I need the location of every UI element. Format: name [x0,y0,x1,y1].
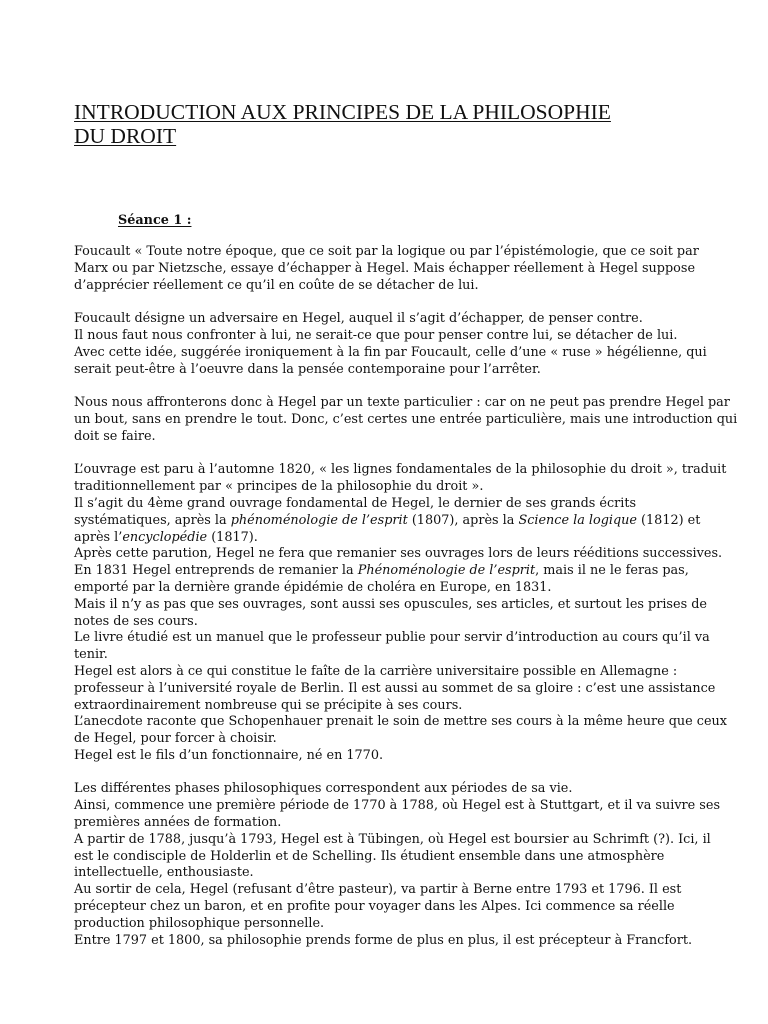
title-line-2: DU DROIT [74,124,177,148]
text-line: premières années de formation. [74,815,282,831]
text-line: Foucault « Toute notre époque, que ce soit par la logique ou par l’épistémologie, que ce soit par [74,243,699,259]
text-line: tenir. [74,647,108,663]
paragraph [74,395,738,445]
text-line: Il nous faut nous confronter à lui, ne serait-ce que pour penser contre lui, se détacher de lui. [74,327,678,343]
text-line: systématiques, après la phénoménologie de l’esprit (1807), après la Science la logique (1812) et [74,512,701,528]
text-line: serait peut-être à l’oeuvre dans la pensée contemporaine pour l’arrêter. [74,361,541,377]
document-title [74,100,700,148]
text-line: un bout, sans en prendre le tout. Donc, c’est certes une entrée particulière, mais une introduction qui [74,411,738,427]
text-line: professeur à l’université royale de Berlin. Il est aussi au sommet de sa gloire : c’est une assistance [74,680,716,696]
text-line: extraordinairement nombreuse qui se précipite à ses cours. [74,697,463,713]
text-line: Le livre étudié est un manuel que le professeur publie pour servir d’introduction au cours qu’il va [74,630,710,646]
text-line: A partir de 1788, jusqu’à 1793, Hegel est à Tübingen, où Hegel est boursier au Schrimft (?). Ici, il [74,831,711,847]
paragraph [74,462,728,764]
italic-title: encyclopédie [122,529,208,545]
text-line: doit se faire. [74,428,156,444]
paragraph [74,311,707,378]
italic-title: phénoménologie de l’esprit [230,512,408,528]
document-body [74,243,738,949]
text-line: Au sortir de cela, Hegel (refusant d’être pasteur), va partir à Berne entre 1793 et 1796. Il est [74,882,682,898]
document-page [74,100,738,949]
text-line: précepteur chez un baron, et en profite pour voyager dans les Alpes. Ici commence sa réelle [74,899,675,915]
text-line: production philosophique personnelle. [74,915,325,931]
text-line: Mais il n’y as pas que ses ouvrages, sont aussi ses opuscules, ses articles, et surtout les prises de [74,596,707,612]
text-line: En 1831 Hegel entreprends de remanier la Phénoménologie de l’esprit, mais il ne le feras pas, [74,563,689,579]
text-line: Foucault désigne un adversaire en Hegel, auquel il s’agit d’échapper, de penser contre. [74,311,643,327]
paragraph [74,781,721,949]
text-line: L’anecdote raconte que Schopenhauer prenait le soin de mettre ses cours à la même heure que ceux [74,714,728,730]
section-heading: Séance 1 : [118,213,192,228]
text-line: Les différentes phases philosophiques correspondent aux périodes de sa vie. [74,781,573,797]
italic-title: Phénoménologie de l’esprit [357,563,536,579]
text-line: est le condisciple de Holderlin et de Schelling. Ils étudient ensemble dans une atmosphère [74,848,665,864]
text-line: traditionnellement par « principes de la philosophie du droit ». [74,479,484,495]
text-line: après l’encyclopédie (1817). [74,529,258,545]
text-line: Hegel est alors à ce qui constitue le faîte de la carrière universitaire possible en Allemagne : [74,663,678,679]
text-line: Avec cette idée, suggérée ironiquement à la fin par Foucault, celle d’une « ruse » hégélienne, qui [74,344,707,360]
text-line: notes de ses cours. [74,613,198,629]
text-line: Ainsi, commence une première période de 1770 à 1788, où Hegel est à Stuttgart, et il va suivre ses [74,798,721,814]
title-line-1: INTRODUCTION AUX PRINCIPES DE LA PHILOSOPHIE [74,100,611,124]
text-line: emporté par la dernière grande épidémie de choléra en Europe, en 1831. [74,579,552,595]
italic-title: Science la logique [518,512,637,528]
text-line: Il s’agit du 4ème grand ouvrage fondamental de Hegel, le dernier de ses grands écrits [74,495,637,511]
paragraph [74,244,700,294]
text-line: d’apprécier réellement ce qu’il en coûte de se détacher de lui. [74,277,479,293]
text-line: Après cette parution, Hegel ne fera que remanier ses ouvrages lors de leurs rééditions successives. [74,546,723,562]
text-line: Marx ou par Nietzsche, essaye d’échapper à Hegel. Mais échapper réellement à Hegel suppose [74,260,696,276]
text-line: L’ouvrage est paru à l’automne 1820, « les lignes fondamentales de la philosophie du droit », traduit [74,462,727,478]
text-line: Entre 1797 et 1800, sa philosophie prends forme de plus en plus, il est précepteur à Francfort. [74,932,693,948]
text-line: Nous nous affronterons donc à Hegel par un texte particulier : car on ne peut pas prendre Hegel par [74,395,730,411]
text-line: Hegel est le fils d’un fonctionnaire, né en 1770. [74,747,384,763]
text-line: de Hegel, pour forcer à choisir. [74,731,277,747]
text-line: intellectuelle, enthousiaste. [74,865,254,881]
